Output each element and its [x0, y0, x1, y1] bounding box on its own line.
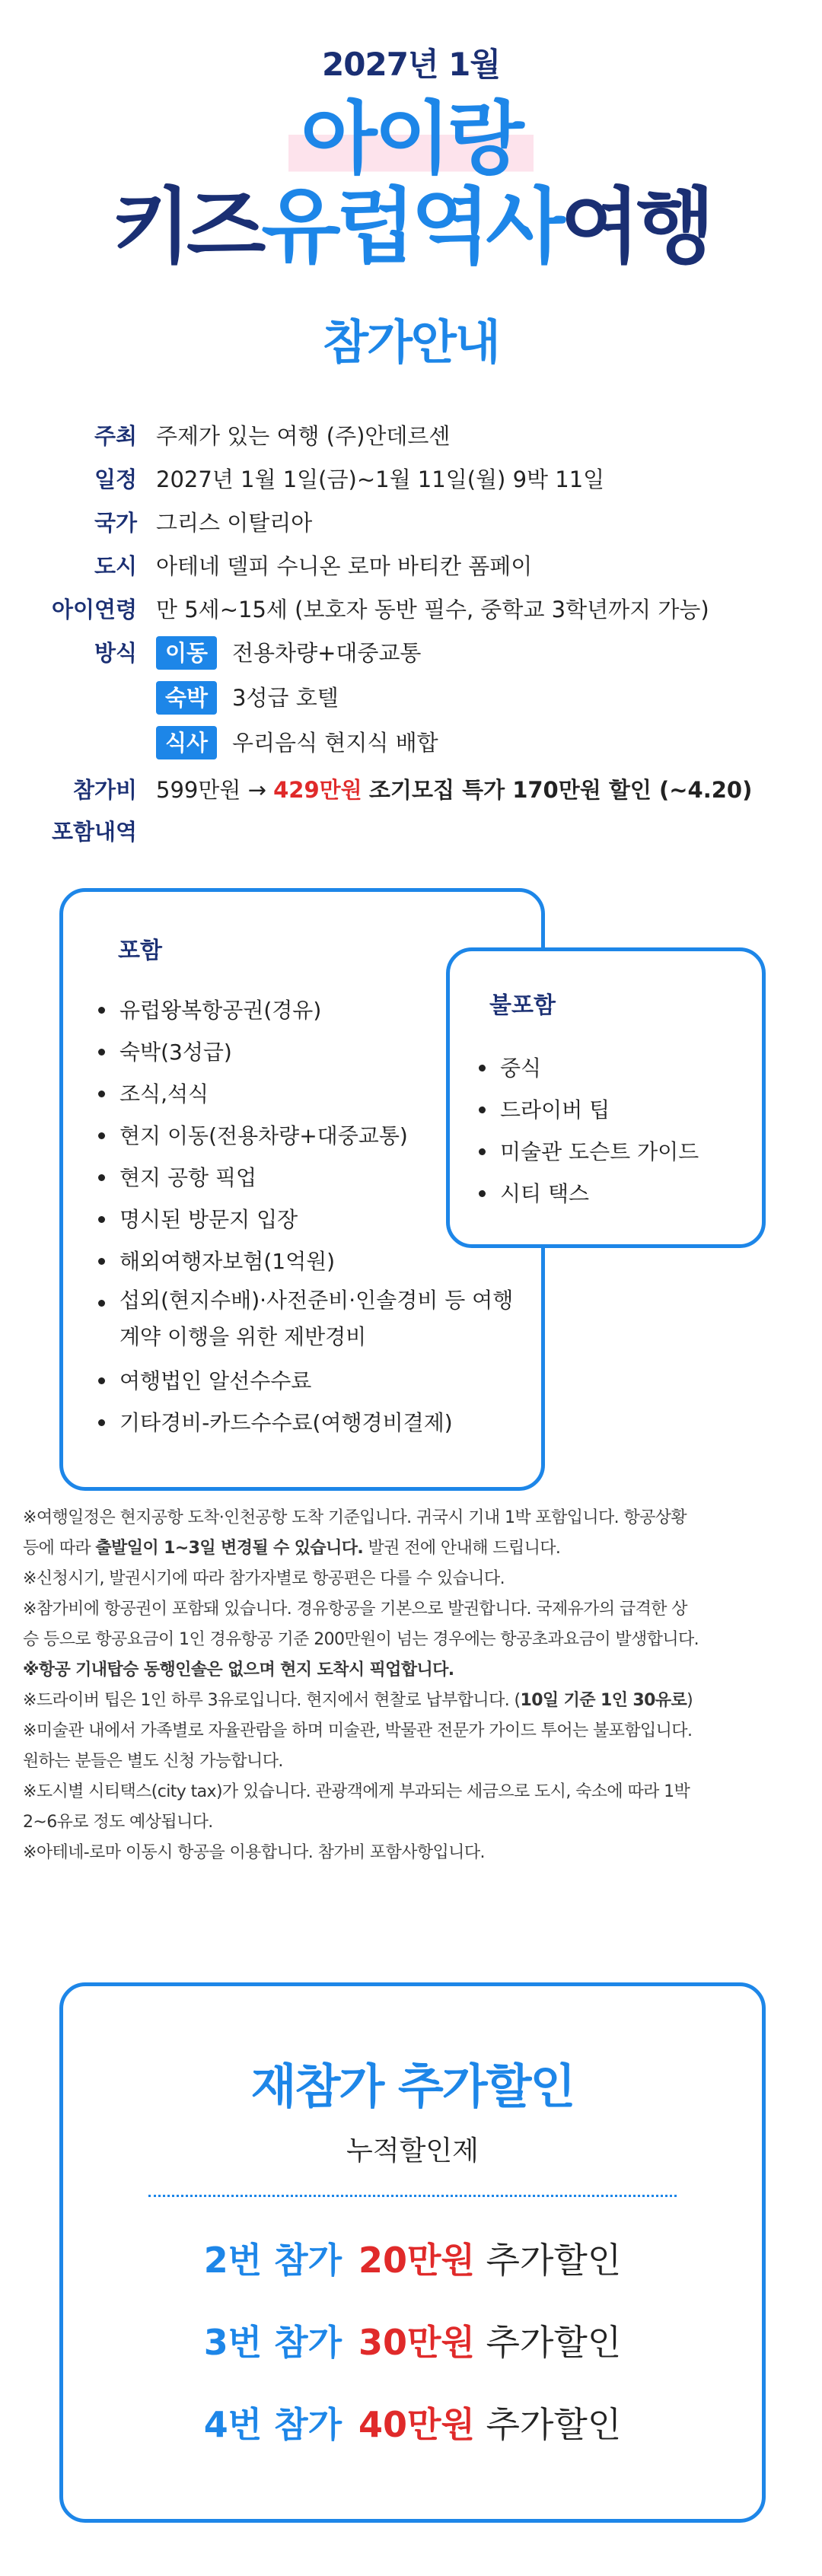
info-label: 포함내역	[51, 819, 137, 845]
rejoin-subtitle: 누적할인제	[346, 2135, 479, 2167]
method-value: 우리음식 현지식 배합	[232, 730, 438, 756]
method-tag: 식사	[156, 726, 217, 759]
info-row-host	[30, 417, 799, 455]
list-item: 섭외(현지수배)·사전준비·인솔경비 등 여행계약 이행을 위한 제반경비	[94, 1282, 520, 1360]
notes	[23, 1503, 803, 1868]
method-tag: 숙박	[156, 681, 217, 715]
note-line: ※도시별 시티택스(city tax)가 있습니다. 관광객에게 부과되는 세금으로 도시, 숙소에 따라 1박	[23, 1782, 690, 1801]
rejoin-title: 재참가 추가할인	[250, 2059, 575, 2114]
note-line: 원하는 분들은 별도 신청 가능합니다.	[23, 1752, 283, 1771]
info-row-method-meal	[30, 724, 799, 762]
list-item: 유럽왕복항공권(경유)	[94, 989, 520, 1031]
discount-amount: 20만원	[358, 2240, 475, 2281]
info-row-method-transport	[30, 634, 799, 672]
discount-row	[63, 2237, 762, 2283]
info-row-city	[30, 547, 799, 585]
method-value: 전용차량+대중교통	[232, 640, 422, 666]
list-item: 기타경비-카드수수료(여행경비결제)	[94, 1402, 520, 1444]
info-row-method-lodging	[30, 679, 799, 717]
note-line: ※미술관 내에서 가족별로 자율관람을 하며 미술관, 박물관 전문가 가이드 투어는 불포함입니다.	[23, 1721, 693, 1740]
info-value: 아테네 델피 수니온 로마 바티칸 폼페이	[156, 553, 533, 579]
fee-note: 조기모집 특가 170만원 할인 (~4.20)	[368, 777, 753, 803]
note-line: ※참가비에 항공권이 포함돼 있습니다. 경유항공을 기본으로 발권합니다. 국제유가의 급격한 상	[23, 1600, 687, 1619]
discount-amount: 40만원	[358, 2404, 475, 2445]
title-aring: 아이랑	[288, 99, 533, 178]
info-label: 아이연령	[51, 597, 137, 623]
list-item: 명시된 방문지 입장	[94, 1199, 520, 1240]
info-label: 일정	[94, 466, 137, 492]
note-line: 2~6유로 정도 예상됩니다.	[23, 1813, 213, 1832]
fee-discounted: 429만원	[273, 777, 362, 803]
info-row-fee	[30, 771, 799, 809]
list-item: 숙박(3성급)	[94, 1031, 520, 1073]
info-row-country	[30, 504, 799, 542]
list-item: 시티 택스	[474, 1173, 699, 1215]
discount-text: 추가할인	[486, 2240, 622, 2281]
note-line: ※신청시기, 발권시기에 따라 참가자별로 항공편은 다를 수 있습니다.	[23, 1569, 505, 1588]
note-line: ※아테네-로마 이동시 항공을 이용합니다. 참가비 포함사항입니다.	[23, 1843, 485, 1862]
info-row-age	[30, 591, 799, 629]
list-item: 드라이버 팁	[474, 1089, 699, 1131]
info-label: 방식	[94, 640, 137, 666]
note-emphasis: 10일 기준 1인 30유로	[520, 1691, 687, 1710]
title-line-1	[0, 92, 822, 185]
info-value: 주제가 있는 여행 (주)안데르센	[156, 423, 451, 449]
excluded-list	[474, 1047, 699, 1215]
info-row-schedule	[30, 460, 799, 498]
note-line: 등에 따라 출발일이 1~3일 변경될 수 있습니다. 발권 전에 안내해 드립니다.	[23, 1539, 561, 1558]
included-title: 포함	[118, 938, 162, 964]
discount-amount: 30만원	[358, 2322, 475, 2363]
participation-count: 2번 참가	[203, 2240, 342, 2281]
note-line: ※항공 기내탑승 동행인솔은 없으며 현지 도착시 픽업합니다.	[23, 1661, 454, 1680]
list-item: 해외여행자보험(1억원)	[94, 1240, 520, 1282]
list-item: 조식,석식	[94, 1073, 520, 1115]
discount-text: 추가할인	[486, 2404, 622, 2445]
discount-row	[63, 2320, 762, 2365]
discount-text: 추가할인	[486, 2322, 622, 2363]
list-item: 현지 공항 픽업	[94, 1157, 520, 1199]
info-value: 그리스 이탈리아	[156, 510, 313, 536]
note-line: ※드라이버 팁은 1인 하루 3유로입니다. 현지에서 현찰로 납부합니다. (10일 기준 1인 30유로)	[23, 1691, 693, 1710]
participation-count: 4번 참가	[203, 2404, 342, 2445]
list-item: 현지 이동(전용차량+대중교통)	[94, 1115, 520, 1157]
info-row-includes	[30, 813, 799, 851]
event-date: 2027년 1월	[322, 46, 500, 83]
info-label: 도시	[94, 553, 137, 579]
list-item: 미술관 도슨트 가이드	[474, 1131, 699, 1173]
list-item: 중식	[474, 1047, 699, 1089]
participation-count: 3번 참가	[203, 2322, 342, 2363]
note-line: ※여행일정은 현지공항 도착·인천공항 도착 기준입니다. 귀국시 기내 1박 포함입니다. 항공상황	[23, 1508, 687, 1527]
info-label: 주최	[94, 423, 137, 449]
excluded-box	[446, 947, 766, 1248]
discount-row	[63, 2402, 762, 2447]
info-label: 참가비	[72, 777, 137, 803]
info-value: 만 5세~15세 (보호자 동반 필수, 중학교 3학년까지 가능)	[156, 597, 709, 623]
excluded-title: 불포함	[489, 992, 556, 1019]
note-emphasis: 출발일이 1~3일 변경될 수 있습니다.	[95, 1539, 364, 1558]
method-value: 3성급 호텔	[232, 685, 339, 711]
title-kids: 키즈	[111, 180, 262, 275]
rejoin-discount-box	[59, 1982, 766, 2523]
fee-original: 599만원 →	[156, 777, 266, 803]
note-line: 승 등으로 항공요금이 1인 경유항공 기준 200만원이 넘는 경우에는 항공초과요금이 발생합니다.	[23, 1630, 699, 1649]
info-value: 2027년 1월 1일(금)~1월 11일(월) 9박 11일	[156, 466, 605, 492]
title-guide: 참가안내	[323, 314, 499, 370]
info-label: 국가	[94, 510, 137, 536]
title-europe-history: 유럽역사	[261, 180, 561, 275]
method-tag: 이동	[156, 636, 217, 670]
title-travel: 여행	[560, 180, 711, 275]
list-item: 여행법인 알선수수료	[94, 1360, 520, 1402]
dotted-divider	[148, 2195, 677, 2197]
title-line-2	[0, 180, 822, 275]
